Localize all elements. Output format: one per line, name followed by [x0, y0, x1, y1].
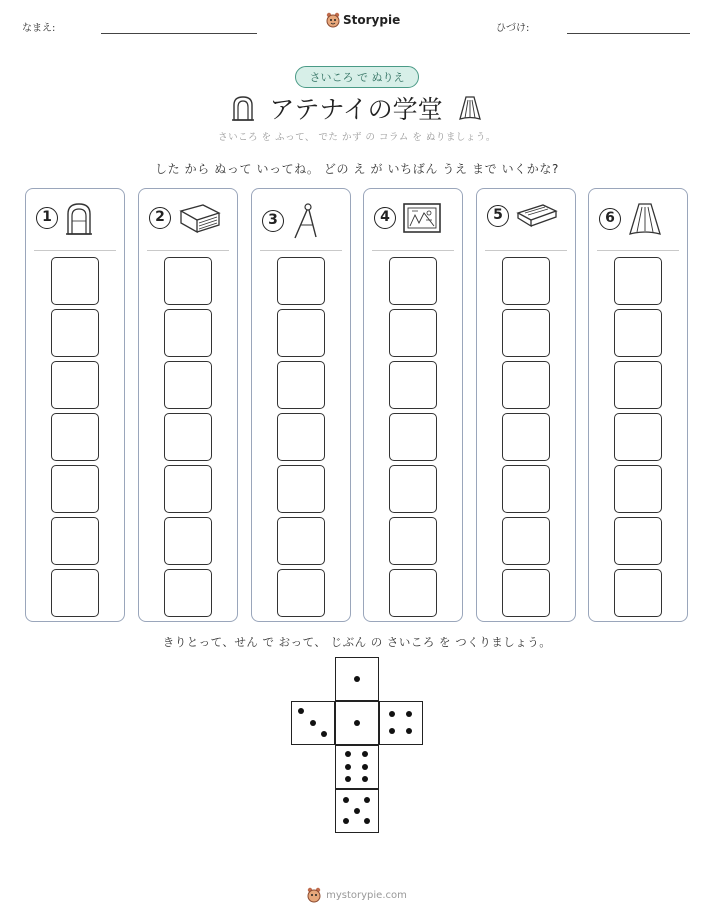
color-cell[interactable] [51, 361, 99, 409]
coloring-instruction: した から ぬって いってね。 どの え が いちばん うえ まで いくかな? [155, 162, 559, 176]
pie-mascot-icon [326, 12, 340, 28]
column-number: 5 [487, 205, 509, 227]
dice-face [335, 789, 379, 833]
column-2 [138, 188, 238, 622]
activity-badge: さいころ で ぬりえ [295, 66, 419, 88]
color-cell[interactable] [164, 517, 212, 565]
color-cell[interactable] [614, 309, 662, 357]
color-cell[interactable] [614, 361, 662, 409]
footer [0, 887, 714, 903]
color-cell[interactable] [502, 569, 550, 617]
column-number: 4 [374, 207, 396, 229]
color-cell[interactable] [389, 257, 437, 305]
dice-pip [345, 776, 351, 782]
color-cell[interactable] [51, 309, 99, 357]
dice-pip [389, 728, 395, 734]
compass-icon [290, 201, 320, 241]
archway-icon [231, 95, 255, 121]
dice-pip [354, 808, 360, 814]
brand-name: Storypie [343, 13, 401, 27]
column-number: 3 [262, 210, 284, 232]
column-number: 6 [599, 208, 621, 230]
name-label: なまえ: [22, 23, 56, 34]
color-cell[interactable] [164, 413, 212, 461]
dice-pip [362, 776, 368, 782]
color-cell[interactable] [502, 517, 550, 565]
column-number: 1 [36, 207, 58, 229]
dice-pip [321, 731, 327, 737]
column-number: 2 [149, 207, 171, 229]
dice-pip [364, 818, 370, 824]
dice-pip [298, 708, 304, 714]
color-cell[interactable] [502, 257, 550, 305]
tablet-icon [515, 201, 559, 231]
dice-pip [345, 764, 351, 770]
color-cell[interactable] [389, 569, 437, 617]
color-cell[interactable] [51, 257, 99, 305]
color-cell[interactable] [277, 361, 325, 409]
color-cell[interactable] [164, 361, 212, 409]
subtitle: さいころ を ふって、 でた かず の コラム を ぬりましょう。 [218, 132, 496, 143]
dice-pip [310, 720, 316, 726]
page-title: アテナイの学堂 [269, 95, 443, 124]
dice-face [335, 745, 379, 789]
color-cell[interactable] [51, 569, 99, 617]
pie-mascot-icon [307, 887, 321, 903]
color-cell[interactable] [389, 465, 437, 513]
painting-icon [402, 201, 442, 235]
color-cell[interactable] [502, 465, 550, 513]
dice-face [379, 701, 423, 745]
footer-site: mystorypie.com [326, 889, 407, 901]
color-cell[interactable] [389, 413, 437, 461]
color-cell[interactable] [502, 361, 550, 409]
color-cell[interactable] [277, 517, 325, 565]
color-cell[interactable] [164, 309, 212, 357]
color-cell[interactable] [614, 569, 662, 617]
color-cell[interactable] [389, 309, 437, 357]
dice-pip [389, 711, 395, 717]
dice-pip [362, 751, 368, 757]
color-cell[interactable] [51, 465, 99, 513]
dice-face [291, 701, 335, 745]
color-cell[interactable] [389, 517, 437, 565]
dice-pip [345, 751, 351, 757]
date-line [567, 33, 690, 34]
date-label: ひづけ: [496, 23, 530, 34]
dice-pip [343, 797, 349, 803]
color-cell[interactable] [164, 257, 212, 305]
color-cell[interactable] [614, 465, 662, 513]
column-4 [363, 188, 463, 622]
color-cell[interactable] [502, 413, 550, 461]
color-cell[interactable] [51, 517, 99, 565]
dice-pip [406, 711, 412, 717]
column-3 [251, 188, 351, 622]
column-1 [25, 188, 125, 622]
book-icon [177, 201, 221, 235]
dice-pip [406, 728, 412, 734]
dice-pip [354, 676, 360, 682]
color-cell[interactable] [277, 413, 325, 461]
color-cell[interactable] [389, 361, 437, 409]
color-cell[interactable] [277, 465, 325, 513]
column-5 [476, 188, 576, 622]
color-cell[interactable] [277, 257, 325, 305]
color-cell[interactable] [614, 517, 662, 565]
name-line [101, 33, 257, 34]
dice-pip [343, 818, 349, 824]
cloak-icon [627, 201, 663, 237]
color-cell[interactable] [614, 257, 662, 305]
color-cell[interactable] [277, 569, 325, 617]
dice-pip [362, 764, 368, 770]
column-6 [588, 188, 688, 622]
dice-face [335, 657, 379, 701]
color-cell[interactable] [502, 309, 550, 357]
cloak-icon [457, 95, 483, 121]
color-cell[interactable] [51, 413, 99, 461]
color-cell[interactable] [164, 465, 212, 513]
dice-pip [364, 797, 370, 803]
color-cell[interactable] [164, 569, 212, 617]
brand-logo [326, 12, 400, 28]
dice-pip [354, 720, 360, 726]
color-cell[interactable] [614, 413, 662, 461]
color-cell[interactable] [277, 309, 325, 357]
archway-icon [64, 201, 94, 235]
cut-instruction: きりとって、せん で おって、 じぶん の さいころ を つくりましょう。 [162, 635, 552, 649]
dice-face [335, 701, 379, 745]
title-row [0, 90, 714, 126]
